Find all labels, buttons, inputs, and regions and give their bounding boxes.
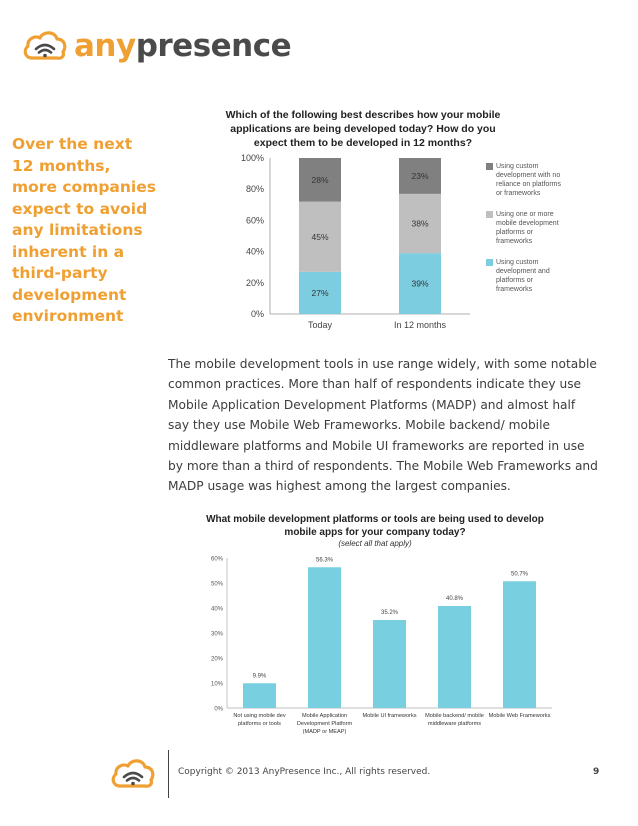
bar <box>373 620 406 708</box>
y-tick-label: 10% <box>210 681 223 688</box>
y-tick-label: 50% <box>210 581 223 588</box>
chart2-title: What mobile development platforms or tools are being used to develop mobile apps for your company today? <box>206 514 544 538</box>
y-tick-label: 20% <box>245 277 264 288</box>
x-tick-label: In 12 months <box>393 320 447 330</box>
x-tick-label: (MADP or MEAP) <box>302 729 347 735</box>
chart1-title: Which of the following best describes how your mobile applications are being developed today? How do you expect them to be developed in 12 months? <box>225 109 501 149</box>
data-label: 56.3% <box>315 557 334 564</box>
x-tick-label: Today <box>307 320 333 330</box>
data-label: 40.8% <box>445 596 464 602</box>
y-tick-label: 40% <box>245 246 264 257</box>
stacked-bar-chart <box>230 150 480 335</box>
data-label: 38% <box>411 218 429 229</box>
data-label: 50.7% <box>510 571 529 578</box>
y-tick-label: 0% <box>250 309 264 319</box>
bar <box>503 581 536 708</box>
page-number: 9 <box>593 767 600 777</box>
y-tick-label: 80% <box>245 184 264 195</box>
anypresence-logo <box>22 26 291 66</box>
x-tick-label: Mobile UI frameworks <box>362 713 417 719</box>
bar <box>308 567 341 708</box>
data-label: 39% <box>411 278 429 289</box>
legend-swatch <box>486 163 493 170</box>
y-tick-label: 0% <box>214 706 223 713</box>
chart1-legend <box>486 162 566 306</box>
legend-label: Using one or more mobile development platforms or frameworks <box>496 211 559 245</box>
legend-label: Using custom development and platforms or frameworks <box>496 259 550 293</box>
bar <box>243 683 276 708</box>
logo-presence-text: presence <box>135 28 292 64</box>
data-label: 35.2% <box>380 610 399 616</box>
legend-swatch <box>486 259 493 266</box>
cloud-wifi-logo-icon <box>22 28 68 64</box>
y-tick-label: 40% <box>210 606 223 613</box>
bar <box>438 606 471 708</box>
logo-any-text: any <box>74 28 136 64</box>
legend-label: Using custom development with no reliance on platforms or frameworks <box>496 163 561 197</box>
x-tick-label: Mobile Web Frameworks <box>488 713 551 719</box>
data-label: 45% <box>311 231 329 242</box>
x-tick-label: Development Platform <box>296 721 353 727</box>
legend-swatch <box>486 211 493 218</box>
bar-chart <box>195 550 555 745</box>
data-label: 23% <box>411 170 429 181</box>
y-tick-label: 100% <box>240 153 264 163</box>
data-label: 28% <box>311 174 329 185</box>
y-tick-label: 60% <box>210 556 223 563</box>
logo-wordmark <box>74 28 291 64</box>
footer-copyright: Copyright © 2013 AnyPresence Inc., All rights reserved. <box>178 767 431 777</box>
x-tick-label: Not using mobile dev <box>233 713 286 719</box>
legend-item <box>486 210 566 246</box>
sidebar-pull-quote: Over the next 12 months, more companies expect to avoid any limitations inherent in a third-party development environment <box>12 135 156 325</box>
y-tick-label: 20% <box>210 656 223 663</box>
y-tick-label: 30% <box>210 631 223 638</box>
data-label: 9.9% <box>252 673 267 680</box>
body-paragraph: The mobile development tools in use range widely, with some notable common practices. More than half of respondents indicate they use Mobile Application Development Platforms (MADP) and almost half say they use Mobile Web Frameworks. Mobile backend/ mobile middleware platforms and Mobile UI frameworks are reported in use by more than a third of respondents. The Mobile Web Frameworks and MADP usage was highest among the largest companies. <box>168 357 598 494</box>
y-tick-label: 60% <box>245 215 264 226</box>
data-label: 27% <box>311 287 329 298</box>
x-tick-label: platforms or tools <box>238 721 281 727</box>
legend-item <box>486 162 566 198</box>
x-tick-label: Mobile backend/ mobile <box>425 713 484 719</box>
legend-item <box>486 258 566 294</box>
x-tick-label: middleware platforms <box>427 721 482 727</box>
footer-cloud-logo-icon <box>110 756 156 792</box>
footer-divider <box>168 750 169 798</box>
chart2-subtitle: (select all that apply) <box>338 539 412 548</box>
x-tick-label: Mobile Application <box>301 713 348 719</box>
